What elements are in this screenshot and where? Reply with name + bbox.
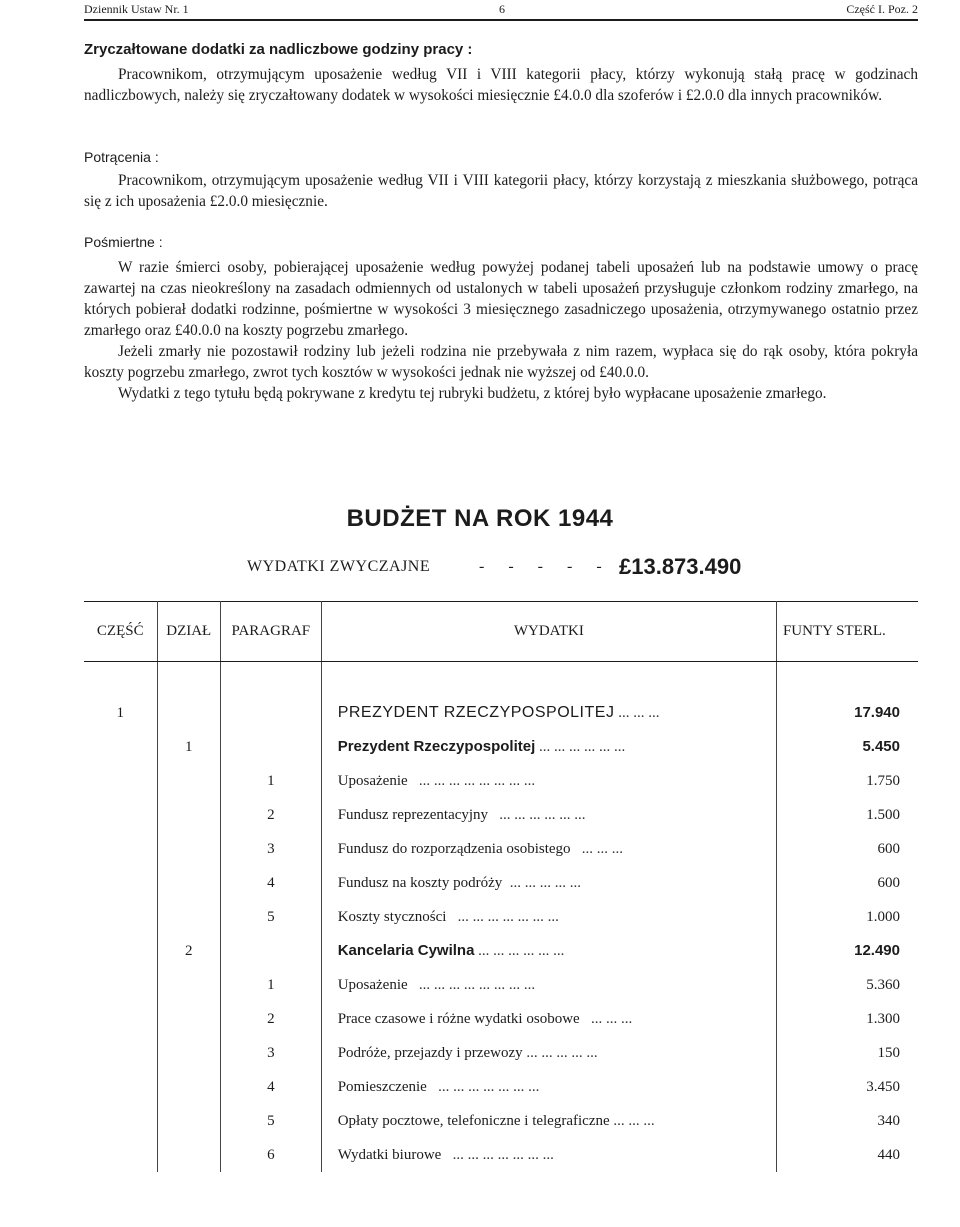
table-row xyxy=(84,696,918,730)
leader-dots: ... ... ... ... ... ... xyxy=(474,943,565,959)
spacer-cell xyxy=(157,662,220,697)
header-paragraf: PARAGRAF xyxy=(220,602,321,662)
cell-dzial xyxy=(157,1138,220,1172)
spacer-cell xyxy=(84,662,157,697)
cell-wydatki xyxy=(321,730,776,764)
leader-dots: ... ... ... xyxy=(579,1010,633,1027)
cell-czesc xyxy=(84,730,157,764)
leader-dots: ... ... ... ... ... ... ... xyxy=(441,1146,554,1163)
cell-wydatki xyxy=(321,696,776,730)
cell-funty xyxy=(776,1138,918,1172)
table-row xyxy=(84,934,918,968)
section-heading-deductions: Potrącenia : xyxy=(84,149,159,165)
cell-dzial: 1 xyxy=(157,730,220,764)
expense-item-label: Prace czasowe i różne wydatki osobowe xyxy=(337,1010,580,1027)
cell-funty xyxy=(776,934,918,968)
cell-czesc xyxy=(84,1002,157,1036)
section-heading-overtime: Zryczałtowane dodatki za nadliczbowe godziny pracy : xyxy=(84,41,473,58)
leader-dots: ... ... ... ... ... xyxy=(522,1044,598,1061)
expense-item-label: PREZYDENT RZECZYPOSPOLITEJ xyxy=(337,704,615,721)
page-header xyxy=(84,2,918,18)
leader-dots: ... ... ... ... ... ... xyxy=(535,739,626,755)
cell-wydatki xyxy=(321,1036,776,1070)
leader-dots: ... ... ... ... ... ... ... xyxy=(426,1078,540,1095)
cell-wydatki xyxy=(321,900,776,934)
leader-dots: ... ... ... ... ... ... xyxy=(488,806,586,823)
expense-item-label: Wydatki biurowe xyxy=(337,1146,442,1163)
leader-dots: ... ... ... ... ... ... ... ... xyxy=(407,976,536,993)
cell-paragraf: 6 xyxy=(220,1138,321,1172)
amount-value: 340 xyxy=(877,1112,900,1129)
table-row xyxy=(84,900,918,934)
header-wydatki: WYDATKI xyxy=(321,602,776,662)
cell-czesc xyxy=(84,900,157,934)
cell-wydatki xyxy=(321,1138,776,1172)
cell-wydatki xyxy=(321,934,776,968)
cell-funty xyxy=(776,900,918,934)
section-text-posthumous xyxy=(84,257,918,404)
amount-value: 1.750 xyxy=(866,772,900,789)
overtime-paragraph: Pracownikom, otrzymującym uposażenie według VII i VIII kategorii płacy, którzy wykonują stałą pracę w godzinach nadliczbowych, należy się zryczałtowany dodatek w wysokości miesięcznie £4.0.0 dla szoferów i £2.0.0 dla innych pracowników. xyxy=(84,66,918,104)
posthumous-paragraph-2: Jeżeli zmarły nie pozostawił rodziny lub jeżeli rodzina nie przebywała z nim razem, wypłaca się do rąk osoby, która pokryła koszty pogrzebu zmarłego, zwrot tych kosztów w wysokości jednak nie wyższej od £40.0.0. xyxy=(84,343,918,381)
cell-paragraf: 1 xyxy=(220,968,321,1002)
header-funty: FUNTY STERL. xyxy=(776,602,918,662)
cell-czesc xyxy=(84,832,157,866)
cell-wydatki xyxy=(321,1002,776,1036)
expense-item-label: Opłaty pocztowe, telefoniczne i telegraficzne xyxy=(337,1112,610,1129)
table-row xyxy=(84,1138,918,1172)
leader-dots: ... ... ... ... ... ... ... xyxy=(446,908,559,925)
amount-value: 600 xyxy=(877,874,900,891)
table-row xyxy=(84,1036,918,1070)
cell-wydatki xyxy=(321,764,776,798)
journal-title: Dziennik Ustaw Nr. 1 xyxy=(84,2,189,16)
cell-wydatki xyxy=(321,1104,776,1138)
cell-paragraf: 3 xyxy=(220,832,321,866)
cell-czesc xyxy=(84,1104,157,1138)
table-row xyxy=(84,968,918,1002)
cell-funty xyxy=(776,866,918,900)
cell-dzial xyxy=(157,1002,220,1036)
amount-value: 600 xyxy=(877,840,900,857)
header-dzial: DZIAŁ xyxy=(157,602,220,662)
cell-paragraf: 4 xyxy=(220,1070,321,1104)
cell-paragraf: 4 xyxy=(220,866,321,900)
cell-czesc xyxy=(84,968,157,1002)
leader-dots: ... ... ... ... ... ... ... ... xyxy=(407,772,536,789)
leader-dots: ... ... ... xyxy=(614,705,660,721)
leader-dots: ... ... ... ... ... xyxy=(502,874,581,891)
table-row xyxy=(84,764,918,798)
expense-item-label: Fundusz na koszty podróży xyxy=(337,874,503,891)
cell-funty xyxy=(776,730,918,764)
spacer-cell xyxy=(220,662,321,697)
cell-funty xyxy=(776,968,918,1002)
cell-wydatki xyxy=(321,968,776,1002)
cell-funty xyxy=(776,1036,918,1070)
cell-czesc xyxy=(84,798,157,832)
expense-item-label: Uposażenie xyxy=(337,772,408,789)
cell-czesc xyxy=(84,934,157,968)
amount-value: 1.300 xyxy=(866,1010,900,1027)
amount-value: 440 xyxy=(877,1146,900,1163)
cell-czesc xyxy=(84,764,157,798)
cell-wydatki xyxy=(321,1070,776,1104)
expense-item-label: Pomieszczenie xyxy=(337,1078,427,1095)
expense-item-label: Prezydent Rzeczypospolitej xyxy=(337,738,536,755)
part-position: Część I. Poz. 2 xyxy=(846,2,918,16)
cell-dzial xyxy=(157,696,220,730)
table-row xyxy=(84,866,918,900)
section-heading-posthumous: Pośmiertne : xyxy=(84,234,163,250)
header-rule xyxy=(84,19,918,21)
cell-czesc: 1 xyxy=(84,696,157,730)
cell-czesc xyxy=(84,1138,157,1172)
cell-paragraf: 1 xyxy=(220,764,321,798)
page-number: 6 xyxy=(499,2,505,16)
table-row xyxy=(84,798,918,832)
expense-item-label: Uposażenie xyxy=(337,976,408,993)
cell-czesc xyxy=(84,1070,157,1104)
cell-funty xyxy=(776,696,918,730)
cell-funty xyxy=(776,1070,918,1104)
amount-value: 12.490 xyxy=(854,942,900,959)
cell-czesc xyxy=(84,866,157,900)
cell-paragraf: 3 xyxy=(220,1036,321,1070)
spacer-cell xyxy=(776,662,918,697)
cell-dzial xyxy=(157,900,220,934)
expense-item-label: Kancelaria Cywilna xyxy=(337,942,475,959)
table-row xyxy=(84,730,918,764)
amount-value: 3.450 xyxy=(866,1078,900,1095)
amount-value: 1.500 xyxy=(866,806,900,823)
amount-value: 5.450 xyxy=(862,738,900,755)
budget-title: BUDŻET NA ROK 1944 xyxy=(346,505,614,532)
expense-dashes: - - - - - xyxy=(479,558,612,575)
expense-summary xyxy=(247,554,742,579)
cell-dzial: 2 xyxy=(157,934,220,968)
amount-value: 5.360 xyxy=(866,976,900,993)
cell-paragraf xyxy=(220,696,321,730)
cell-paragraf: 2 xyxy=(220,798,321,832)
leader-dots: ... ... ... xyxy=(570,840,624,857)
expense-label: WYDATKI ZWYCZAJNE xyxy=(247,558,431,575)
deductions-paragraph: Pracownikom, otrzymującym uposażenie według VII i VIII kategorii płacy, którzy korzystają z mieszkania służbowego, potrąca się z ich uposażenia £2.0.0 miesięcznie. xyxy=(84,172,918,210)
expense-item-label: Fundusz do rozporządzenia osobistego xyxy=(337,840,571,857)
cell-dzial xyxy=(157,798,220,832)
table-row xyxy=(84,1002,918,1036)
leader-dots: ... ... ... xyxy=(609,1112,655,1129)
cell-funty xyxy=(776,1104,918,1138)
cell-dzial xyxy=(157,1070,220,1104)
cell-wydatki xyxy=(321,798,776,832)
cell-paragraf: 2 xyxy=(220,1002,321,1036)
amount-value: 17.940 xyxy=(854,704,900,721)
amount-value: 1.000 xyxy=(866,908,900,925)
cell-wydatki xyxy=(321,832,776,866)
table-body xyxy=(84,662,918,1173)
cell-paragraf: 5 xyxy=(220,1104,321,1138)
amount-value: 150 xyxy=(877,1044,900,1061)
cell-paragraf xyxy=(220,730,321,764)
table-row xyxy=(84,1104,918,1138)
header-czesc: CZĘŚĆ xyxy=(84,602,157,662)
table-row xyxy=(84,1070,918,1104)
cell-dzial xyxy=(157,968,220,1002)
cell-dzial xyxy=(157,764,220,798)
cell-dzial xyxy=(157,866,220,900)
posthumous-paragraph-1: W razie śmierci osoby, pobierającej uposażenie według powyżej podanej tabeli uposażeń lub na podstawie umowy o pracę zawartej na czas nieokreślony na zasadach odmiennych od ustalonych w tabeli uposażeń przysługuje członkom rodziny zmarłego, na których pobierał dodatki rodzinne, pośmiertne w wysokości 3 miesięcznego zasadniczego uposażenia, otrzymywanego ostatnio przez zmarłego oraz £40.0.0 na koszty pogrzebu zmarłego. xyxy=(84,259,918,339)
table-spacer-row xyxy=(84,662,918,697)
cell-dzial xyxy=(157,832,220,866)
expense-item-label: Podróże, przejazdy i przewozy xyxy=(337,1044,523,1061)
cell-paragraf: 5 xyxy=(220,900,321,934)
expense-item-label: Fundusz reprezentacyjny xyxy=(337,806,489,823)
cell-funty xyxy=(776,798,918,832)
budget-table xyxy=(84,601,918,1172)
table-header-row xyxy=(84,602,918,662)
cell-funty xyxy=(776,764,918,798)
spacer-cell xyxy=(321,662,776,697)
cell-wydatki xyxy=(321,866,776,900)
posthumous-paragraph-3: Wydatki z tego tytułu będą pokrywane z kredytu tej rubryki budżetu, z której było wypłacane uposażenie zmarłego. xyxy=(118,385,827,402)
expense-item-label: Koszty styczności xyxy=(337,908,447,925)
cell-czesc xyxy=(84,1036,157,1070)
cell-dzial xyxy=(157,1104,220,1138)
section-text-overtime xyxy=(84,64,918,106)
expense-total: £13.873.490 xyxy=(619,554,742,579)
table-row xyxy=(84,832,918,866)
cell-paragraf xyxy=(220,934,321,968)
cell-dzial xyxy=(157,1036,220,1070)
section-text-deductions xyxy=(84,170,918,212)
cell-funty xyxy=(776,832,918,866)
cell-funty xyxy=(776,1002,918,1036)
